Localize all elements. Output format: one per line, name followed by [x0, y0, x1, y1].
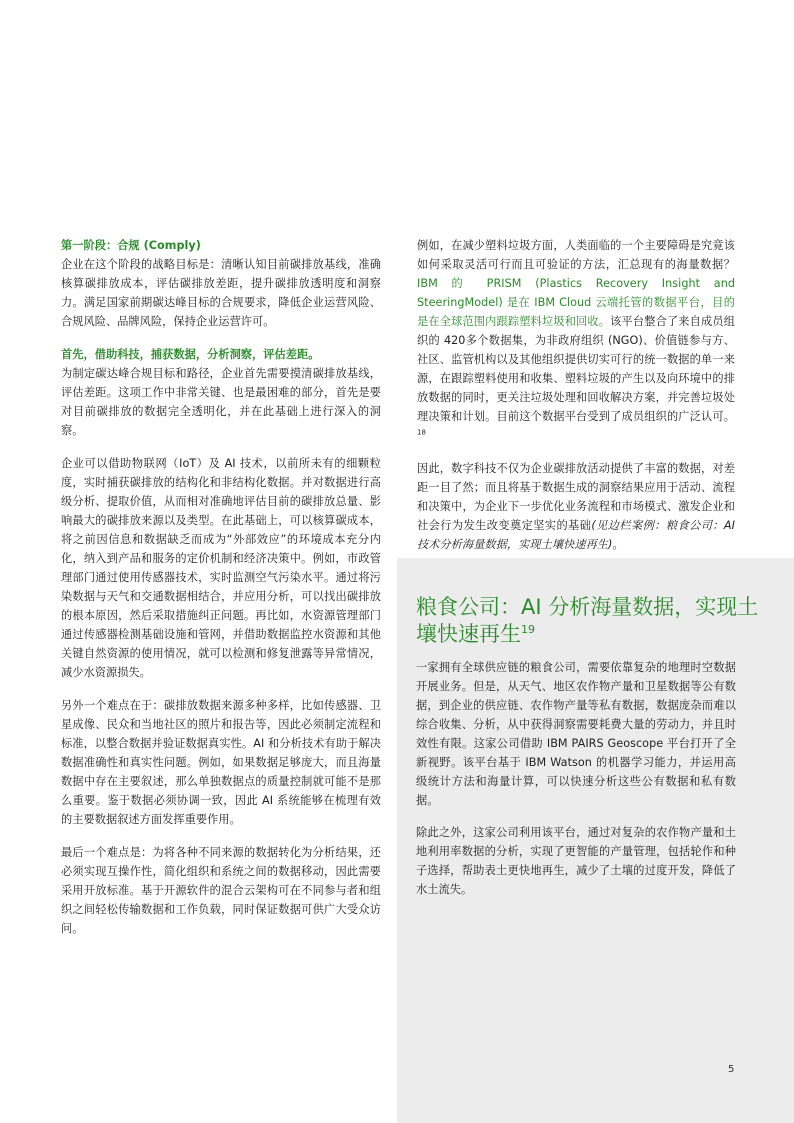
sidebar-body [416, 658, 736, 912]
paragraph-iot-ai: 企业可以借助物联网（IoT）及 AI 技术，以前所未有的细颗粒度，实时捕获碳排放的结构化和非结构化数据。并对数据进行高级分析、提取价值，从而相对准确地评估目前的碳排放总量、影响最大的碳排放来源以及类型。在此基础上，可以核算碳成本，将之前因信息和数据缺乏而成为“外部效应”的环境成本充分内化，纳入到产品和服务的定价机制和经济决策中。例如，市政管理部门通过使用传感器技术，实时监测空气污染水平。通过将污染数据与天气和交通数据相结合，并应用分析，可以找出碳排放的根本原因，然后采取措施纠正问题。再比如，水资源管理部门通过传感器检测基础设施和管网，并借助数据监控水资源和其他关键自然资源的使用情况，就可以检测和修复泄露等异常情况，减少水资源损失。 [61, 457, 381, 679]
paragraph-plastic-waste [417, 236, 735, 445]
sidebar-title [416, 594, 776, 648]
sidebar-title-text: 粮食公司：AI 分析海量数据，实现土壤快速再生 [416, 595, 759, 646]
section-heading-data-capture: 首先，借助科技，捕获数据，分析洞察，评估差距。 [61, 348, 320, 361]
page-number: 5 [728, 1064, 735, 1075]
plastic-waste-intro: 例如，在减少塑料垃圾方面，人类面临的一个主要障碍是究竟该如何采取灵活可行而且可验证的方法，汇总现有的海量数据？ [417, 239, 735, 271]
section-comply [61, 236, 381, 331]
sidebar-paragraph-1: 一家拥有全球供应链的粮食公司，需要依靠复杂的地理时空数据开展业务。但是，从天气、地区农作物产量和卫星数据等公有数据，到企业的供应链、农作物产量等私有数据，数据庞杂而难以综合收集、分析，从中获得洞察需要耗费大量的劳动力，并且时效性有限。这家公司借助 IBM PAIRS Geoscope 平台打开了全新视野。该平台基于 IBM Watson 的机器学习能力，并运用高级统计方法和海量计算，可以快速分析这些公有数据和私有数据。 [416, 661, 736, 807]
right-column [417, 236, 735, 568]
plastic-waste-details: 该平台整合了来自成员组织的 420多个数据集，为非政府组织 (NGO)、价值链参与方、社区、监管机构以及其他组织提供切实可行的统一数据的单一来源，在跟踪塑料使用和收集、塑料垃圾的产生以及向环境中的排放数据的同时，更关注垃圾处理和回收解决方案，并完善垃圾处理决策和计划。目前这个数据平台受到了成员组织的广泛认可。 [417, 315, 735, 423]
paragraph-data-sources: 另外一个难点在于：碳排放数据来源多种多样，比如传感器、卫星成像、民众和当地社区的照片和报告等，因此必须制定流程和标准，以整合数据并验证数据真实性。AI 和分析技术有助于解决数据准确性和真实性问题。例如，如果数据足够庞大，而且海量数据中存在主要叙述，那么单独数据点的质量控制就可能不是那么重要。鉴于数据必须协调一致，因此 AI 系统能够在梳理有效的主要数据叙述方面发挥重要作用。 [61, 699, 381, 826]
section-data-capture-text: 为制定碳达峰合规目标和路径，企业首先需要摸清碳排放基线，评估差距。这项工作中非常关键、也是最困难的部分，首先是要对目前碳排放的数据完全透明化，并在此基础上进行深入的洞察。 [61, 367, 381, 437]
sidebar-paragraph-2: 除此之外，这家公司利用该平台，通过对复杂的农作物产量和土地利用率数据的分析，实现了更智能的产量管理，包括轮作和种子选择，帮助表土更快地再生，减少了土壤的过度开发，降低了水土流失。 [416, 826, 736, 896]
case-study-sidebar [397, 558, 794, 1123]
section-comply-text: 企业在这个阶段的战略目标是：清晰认知目前碳排放基线，准确核算碳排放成本，评估碳排放差距，提升碳排放透明度和洞察力。满足国家前期碳达峰目标的合规要求，降低企业运营风险、合规风险、品牌风险，保持企业运营许可。 [61, 258, 381, 328]
footnote-ref-18: 18 [417, 428, 427, 437]
left-column [61, 236, 381, 952]
section-data-capture [61, 345, 381, 440]
conclusion-text: 因此，数字科技不仅为企业碳排放活动提供了丰富的数据，对差距一目了然；而且将基于数据生成的洞察结果应用于活动、流程和决策中，为企业下一步优化业务流程和市场模式、激发企业和社会行为发生改变奠定坚实的基础 [417, 462, 735, 532]
paragraph-conclusion [417, 459, 735, 554]
sidebar-reference: (见边栏案例：粮食公司：AI 技术分析海量数据，实现土壤快速再生) [417, 519, 735, 551]
conclusion-end: 。 [612, 538, 624, 551]
paragraph-interoperability: 最后一个难点是：为将各种不同来源的数据转化为分析结果，还必须实现互操作性，简化组织和系统之间的数据移动，因此需要采用开放标准。基于开源软件的混合云架构可在不同参与者和组织之间轻松传输数据和工作负载，同时保证数据可供广大受众访问。 [61, 846, 381, 935]
ibm-prism-highlight: IBM 的 PRISM (Plastics Recovery Insight and SteeringModel) 是在 IBM Cloud 云端托管的数据平台，目的是在全球范围内跟踪塑料垃圾和回收。 [417, 277, 735, 328]
section-heading-comply: 第一阶段：合规 (Comply) [61, 239, 201, 252]
footnote-ref-19: 19 [521, 623, 535, 636]
